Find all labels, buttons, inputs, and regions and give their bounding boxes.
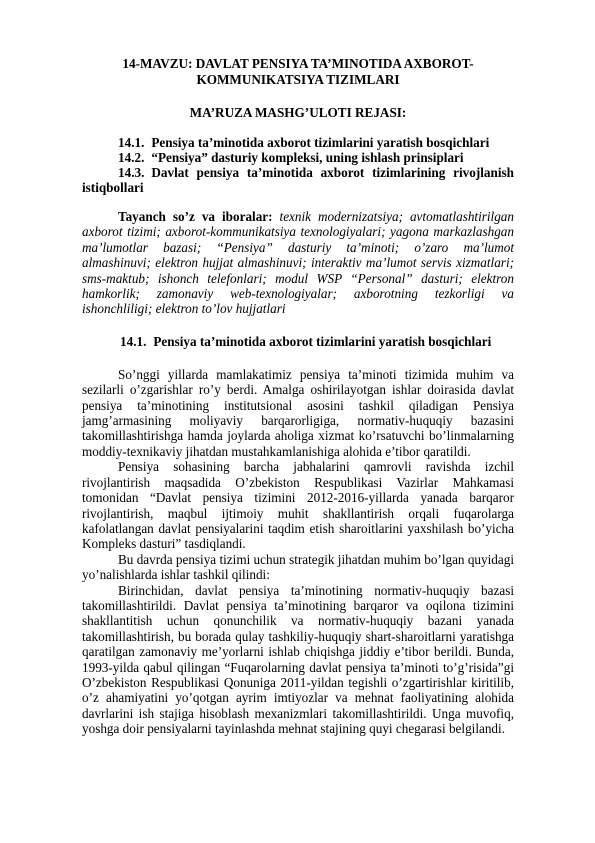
body-paragraph: Bu davrda pensiya tizimi uchun strategik jihatdan muhim bo’lgan quyidagi yo’nalishlarda ishlar tashkil qilindi:: [82, 551, 514, 583]
document-title: [82, 56, 514, 88]
body-paragraph: Birinchidan, davlat pensiya ta’minotining normativ-huquqiy bazasi takomillashtirildi. Davlat pensiya ta’minotining barqaror va oqilona tizimini shakllantitish uchun qonunchilik va normativ-huquqiy bazani yanada takomillashtirish, bu borada qulay tashkiliy-huquqiy shart-sharoitlarni yaratishga qaratilgan zamonaviy me’yorlarni ishlab chiqishga jiddiy e’tibor berildi. Bunda, 1993-yilda qabul qilingan “Fuqarolarning davlat pensiya ta’minoti to’g’risida”gi O’zbekiston Respublikasi Qonuniga 2011-yildan tegishli o’zgartirishlar kiritilib, o’z ahamiyatini yo’qotgan ayrim imtiyozlar va mehnat faoliyatining alohida davrlarini ish stajiga hisoblash mexanizmlari takomillashtirildi. Unga muvofiq, yoshga doir pensiyalarni tayinlashda mehnat stajining quyi chegarasi belgilandi.: [82, 582, 514, 737]
body-paragraph: Pensiya sohasining barcha jabhalarini qamrovli ravishda izchil rivojlantirish maqsadida O’zbekiston Respublikasi Vazirlar Mahkamasi tomonidan “Davlat pensiya tizimini 2012-2016-yillarda yanada barqaror rivojlantirish, maqbul ijtimoiy muhit shakllantirish orqali fuqarolarga kafolatlangan davlat pensiyalarini taqdim etish sharoitlarini yaxshilash bo’yicha Kompleks dasturi” tasdiqlandi.: [82, 459, 514, 552]
plan-item: [82, 150, 514, 165]
keywords-text: texnik modernizatsiya; avtomatlashtirilgan axborot tizimi; axborot-kommunikatsiya texnologiyalari; yagona markazlashgan ma’lumotlar bazasi; “Pensiya” dasturiy ta’minoti; o’zaro ma’lumot almashinuvi; elektron hujjat almashinuvi; interaktiv ma’lumot servis xizmatlari; sms-maktub; ishonch telefonlari; modul WSP “Personal” dasturi; elektron hamkorlik; zamonaviy web-texnologiyalar; axborotning tezkorligi va ishonchliligi; elektron to’lov hujjatlari: [82, 209, 514, 317]
plan-item-number: 14.3.: [118, 165, 145, 180]
plan-item: [82, 135, 514, 150]
plan-item-text: Pensiya ta’minotida axborot tizimlarini yaratish bosqichlari: [151, 135, 490, 150]
plan-title: MA’RUZA MASHG’ULOTI REJASI:: [189, 105, 407, 120]
plan-item-number: 14.1.: [118, 135, 145, 150]
keywords-label: Tayanch so’z va iboralar:: [118, 209, 273, 224]
body-paragraph: So’nggi yillarda mamlakatimiz pensiya ta’minoti tizimida muhim va sezilarli o’zgarishlar ro’y berdi. Amalga oshirilayotgan ishlar doirasida davlat pensiya ta’minotining institutsional asosini tashkil qiladigan Pensiya jamg’armasining moliyaviy barqarorligiga, normativ-huquqiy bazasini takomillashtirishga hamda joylarda aholiga xizmat ko’rsatuvchi bo’linmalarning moddiy-texnikaviy jihatdan mustahkamlanishiga alohida e’tibor qaratildi.: [82, 366, 514, 459]
plan-item-text: “Pensiya” dasturiy kompleksi, uning ishlash prinsiplari: [151, 150, 464, 165]
section-title: Pensiya ta’minotida axborot tizimlarini yaratish bosqichlari: [153, 333, 492, 349]
plan-item-text: Davlat pensiya ta’minotida axborot tizimlarining rivojlanish istiqbollari: [82, 165, 514, 195]
section-number: 14.1.: [120, 333, 147, 349]
plan-item-number: 14.2.: [118, 150, 145, 165]
plan-list: [82, 135, 514, 195]
title-line-1: 14-MAVZU: DAVLAT PENSIYA TA’MINOTIDA AXBOROT-: [122, 56, 474, 71]
document-page: [82, 56, 514, 737]
title-line-2: KOMMUNIKATSIYA TIZIMLARI: [196, 72, 400, 87]
keywords-paragraph: [82, 209, 514, 317]
section-heading: [82, 334, 514, 350]
plan-item: [82, 165, 514, 195]
